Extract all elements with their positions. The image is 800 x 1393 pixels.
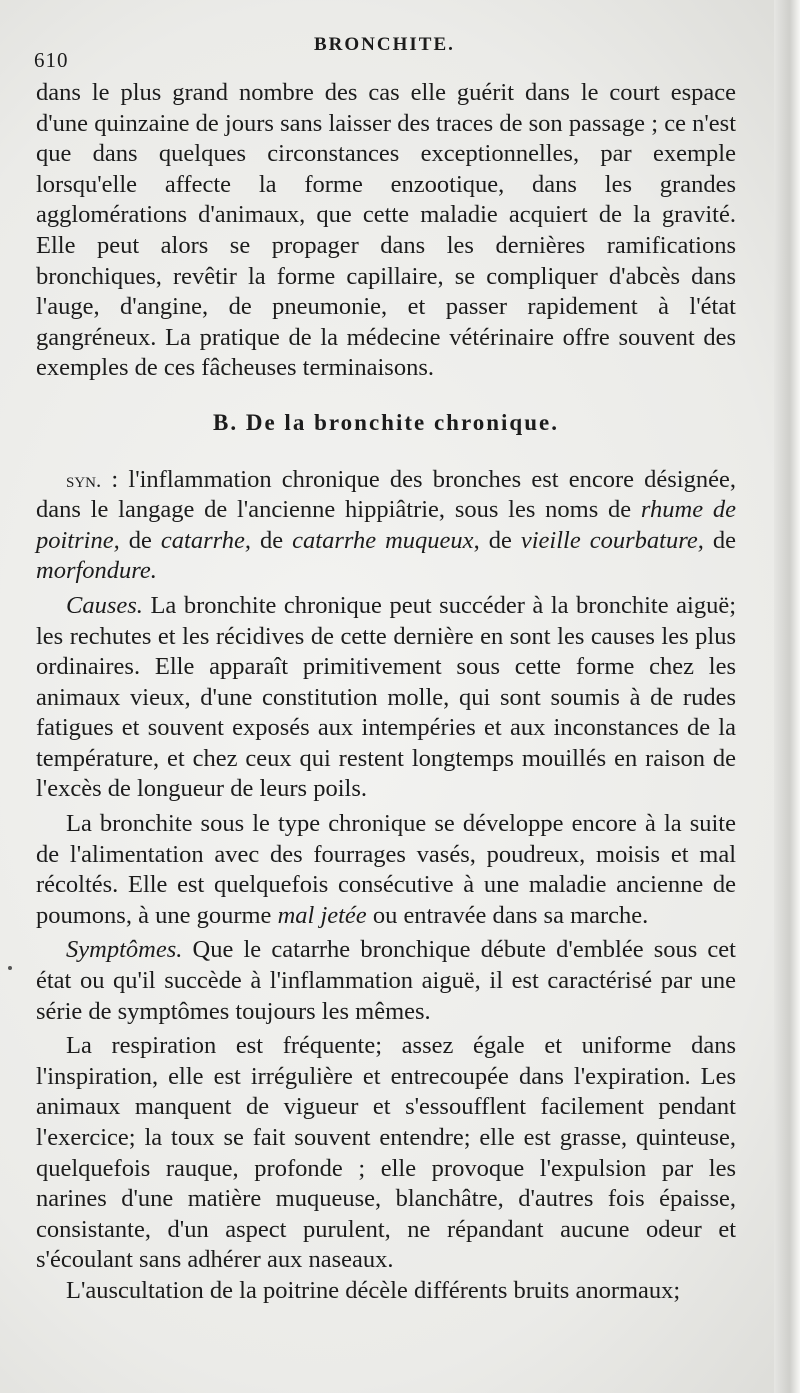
term-rhume: rhume de poitrine,	[36, 496, 736, 554]
running-head: BRONCHITE.	[314, 34, 455, 55]
syn-text: de	[250, 526, 293, 554]
paragraph-respiration: La respiration est fréquente; assez égale et uniforme dans l'inspiration, elle est irrégulière et entrecoupée dans l'expiration. Les animaux manquent de vigueur et s'essoufflent facilement pendant l'exercice; la toux se fait souvent entendre; elle est grasse, quinteuse, quelquefois rauque, profonde ; elle provoque l'expulsion par les narines d'une matière muqueuse, blanchâtre, d'autres fois épaisse, consistante, d'un aspect purulent, ne répandant aucune odeur et s'écoulant sans adhérer aux naseaux.	[36, 1032, 736, 1274]
paragraph-text: La bronchite sous le type chronique se développe encore à la suite de l'alimentation avec des fourrages vasés, poudreux, moisis et mal récoltés. Elle est quelquefois consécutive à une maladie ancienne de poumons, à une gourme	[36, 810, 736, 929]
paragraph-auscultation: L'auscultation de la poitrine décèle différents bruits anormaux;	[66, 1276, 681, 1304]
causes-text: La bronchite chronique peut succéder à la bronchite aiguë; les rechutes et les récidives de cette dernière en sont les causes les plus ordinaires. Elle apparaît primitivement sous cette forme chez les animaux vieux, d'une constitution molle, qui sont soumis à de rudes fatigues et souvent exposés aux intempéries et aux inconstances de la température, et chez ceux qui restent longtemps mouillés en raison de l'excès de longueur de leurs poils.	[36, 591, 736, 803]
margin-mark	[8, 966, 12, 970]
term-morfondure: morfondure.	[36, 557, 157, 585]
page-edge-shadow	[774, 0, 800, 1393]
term-catarrhe: catarrhe,	[160, 526, 251, 554]
section-title: B. De la bronchite chronique.	[213, 409, 559, 435]
paragraph-causes	[36, 591, 736, 805]
paragraph-syn	[36, 465, 736, 587]
syn-text: de	[703, 526, 737, 554]
syn-text: : l'inflammation chronique des bronches est encore désignée, dans le langage de l'ancienne hippiâtrie, sous les noms de	[36, 465, 736, 524]
syn-text: de	[119, 526, 161, 554]
term-mal-jetee: mal jetée	[277, 901, 367, 929]
syn-text: , de	[473, 526, 521, 554]
syn-label: syn.	[66, 467, 102, 492]
term-catarrhe-muqueux: catarrhe muqueux	[292, 526, 474, 554]
paragraph-text: ou entravée dans sa marche.	[366, 901, 649, 929]
symptomes-label: Symptômes.	[66, 936, 183, 964]
symptomes-text: Que le catarrhe bronchique débute d'emblée sous cet état ou qu'il succède à l'inflammation aiguë, il est caractérisé par une série de symptômes toujours les mêmes.	[36, 936, 736, 1025]
paragraph-symptomes	[36, 935, 736, 1027]
body-text	[36, 78, 736, 1307]
page-header	[34, 30, 734, 74]
paragraph-chronic-type	[36, 809, 736, 931]
term-vieille-courbature: vieille courbature,	[520, 526, 704, 554]
page-number: 610	[34, 48, 69, 72]
paragraph-continuation: dans le plus grand nombre des cas elle guérit dans le court espace d'une quinzaine de jours sans laisser des traces de son passage ; ce n'est que dans quelques circonstances exceptionnelles, par exemple lorsqu'elle affecte la forme enzootique, dans les grandes agglomérations d'animaux, que cette maladie acquiert de la gravité. Elle peut alors se propager dans les dernières ramifications bronchiques, revêtir la forme capillaire, se compliquer d'abcès dans l'auge, d'angine, de pneumonie, et passer rapidement à l'état gangréneux. La pratique de la médecine vétérinaire offre souvent des exemples de ces fâcheuses terminaisons.	[36, 79, 736, 382]
causes-label: Causes.	[66, 591, 143, 619]
